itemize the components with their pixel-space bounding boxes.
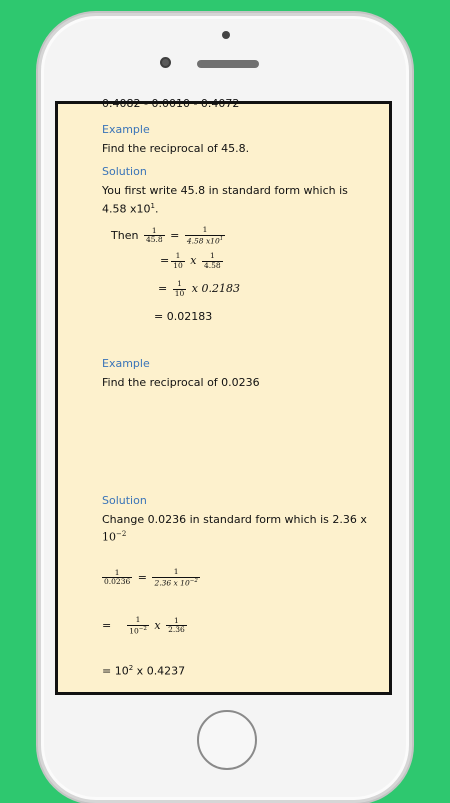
solution1-line2 [102,202,158,216]
frac-den-base: 4.58 x10 [186,236,220,246]
front-camera-icon [160,57,171,68]
fraction-1-over-10-neg2 [127,616,149,636]
phone-screen [55,97,392,695]
frac-den-base: 2.36 x 10 [154,578,190,588]
frac-den: 0.0236 [104,577,131,587]
frac-den-exp: −2 [138,625,147,632]
frac-num: 1 [151,225,157,235]
example1-question: Find the reciprocal of 45.8. [102,142,250,155]
frac-den: 4.58 [203,260,221,270]
fraction-1-over-standard-form [185,226,225,246]
solution2-step2 [102,616,189,636]
example2-question: Find the reciprocal of 0.0236 [102,376,260,389]
solution1-result: = 0.02183 [154,310,213,323]
times-sign: x [190,254,197,268]
frac-num: 1 [114,567,120,577]
cutoff-line: 0.4082 - 0.0010 - 0.4072 [102,97,240,110]
frac-num: 1 [173,567,179,576]
solution2-line1: Change 0.0236 in standard form which is 2.36 x [102,513,367,526]
frac-num: 1 [135,615,141,624]
solution2-line2-base: 10 [102,530,116,544]
equals-sign: = [158,282,168,296]
solution1-line1: You first write 45.8 in standard form which is [102,184,348,197]
frac-den [127,625,149,636]
solution2-step3 [102,664,185,678]
frac-den-exp: −2 [189,577,198,584]
solution1-step3 [158,280,240,298]
frac-den-base: 10 [129,626,139,636]
frac-num: 1 [177,279,182,288]
example2-label: Example [102,357,150,370]
frac-num: 1 [202,225,208,234]
example1-label: Example [102,123,150,136]
fraction-1-over-10 [173,280,187,298]
solution1-line2-end: . [154,202,159,216]
step3-start: = 10 [102,664,129,678]
step3-exp: 2 [128,664,134,672]
frac-num: 1 [174,615,179,625]
frac-den [152,577,199,588]
frac-num: 1 [175,251,181,260]
step3-rest: x 0.2183 [191,282,240,296]
solution2-line2 [102,530,126,544]
frac-den-exp: 1 [219,235,224,242]
solution1-step2 [160,252,225,270]
frac-den: 2.36 [168,625,185,635]
frac-den [185,235,225,246]
earpiece-speaker [197,60,259,68]
fraction-1-over-10 [171,252,185,270]
fraction-1-over-standard-form [152,568,199,588]
equals-sign: = [137,570,147,584]
then-word: Then [111,228,139,242]
solution1-line2-base: 4.58 x10 [102,202,151,216]
proximity-sensor [222,31,230,39]
solution1-label: Solution [102,165,147,178]
solution2-line2-exp: −2 [116,530,127,538]
frac-den: 10 [174,288,185,298]
solution1-then-row [111,226,227,246]
frac-num: 1 [209,251,215,260]
fraction-1-over-2-36 [166,617,187,635]
solution1-line2-exp: 1 [150,202,155,210]
solution2-step1 [100,568,202,588]
times-sign: x [154,618,161,632]
home-button[interactable] [197,710,257,770]
equals-sign: = [102,618,112,632]
equals-sign: = [160,254,170,268]
fraction-1-over-45-8 [144,227,165,245]
frac-den: 45.8 [145,235,163,245]
lesson-content[interactable] [58,97,389,692]
frac-den: 10 [173,260,183,270]
fraction-1-over-4-58 [202,252,223,270]
fraction-1-over-0-0236 [102,569,132,587]
solution2-label: Solution [102,494,147,507]
equals-sign: = [170,228,180,242]
step3-rest: x 0.4237 [133,664,186,678]
